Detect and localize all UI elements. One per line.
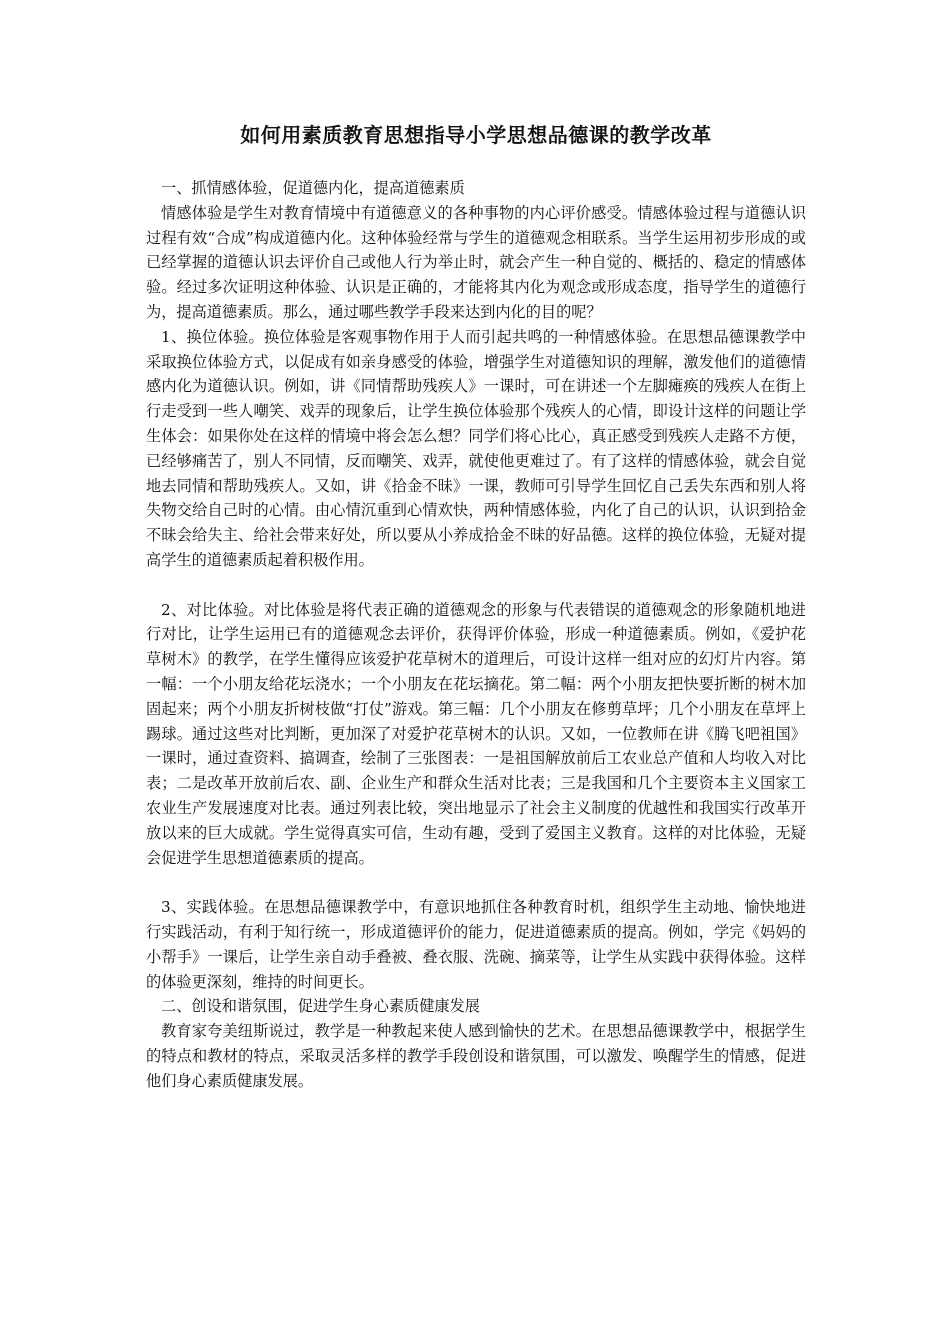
paragraph-spacer <box>146 870 806 895</box>
section-heading-2: 二、创设和谐氛围，促进学生身心素质健康发展 <box>161 997 480 1016</box>
paragraph-spacer <box>146 573 806 598</box>
section-heading-1: 一、抓情感体验，促道德内化，提高道德素质 <box>161 179 465 197</box>
document-title: 如何用素质教育思想指导小学思想品德课的教学改革 <box>240 123 712 147</box>
paragraph-practice: 3、实践体验。在思想品德课教学中，有意识地抓住各种教育时机，组织学生主动地、愉快地进行实践活动，有利于知行统一，形成道德评价的能力，促进道德素质的提高。例如，学完《妈妈的小帮手》一课后，让学生亲自动手叠被、叠衣服、洗碗、摘菜等，让学生从实践中获得体验。这样的体验更深刻，维持的时间更长。 <box>146 898 806 991</box>
paragraph-position-swap: 1、换位体验。换位体验是客观事物作用于人而引起共鸣的一种情感体验。在思想品德课教学中采取换位体验方式，以促成有如亲身感受的体验，增强学生对道德知识的理解，激发他们的道德情感内化为道德认识。例如，讲《同情帮助残疾人》一课时，可在讲述一个左脚瘫痪的残疾人在街上行走受到一些人嘲笑、戏弄的现象后，让学生换位体验那个残疾人的心情，即设计这样的问题让学生体会：如果你处在这样的情境中将会怎么想？同学们将心比心，真正感受到残疾人走路不方便，已经够痛苦了，别人不同情，反而嘲笑、戏弄，就使他更难过了。有了这样的情感体验，就会自觉地去同情和帮助残疾人。又如，讲《拾金不昧》一课，教师可引导学生回忆自己丢失东西和别人将失物交给自己时的心情。由心情沉重到心情欢快，两种情感体验，内化了自己的认识，认识到拾金不昧会给失主、给社会带来好处，所以要从小养成拾金不昧的好品德。这样的换位体验，无疑对提高学生的道德素质起着积极作用。 <box>146 327 806 569</box>
paragraph-contrast: 2、对比体验。对比体验是将代表正确的道德观念的形象与代表错误的道德观念的形象随机地进行对比，让学生运用已有的道德观念去评价，获得评价体验，形成一种道德素质。例如，《爱护花草树木》的教学，在学生懂得应该爱护花草树木的道理后，可设计这样一组对应的幻灯片内容。第一幅：一个小朋友给花坛浇水；一个小朋友在花坛摘花。第二幅：两个小朋友把快要折断的树木加固起来；两个小朋友折树枝做“打仗”游戏。第三幅：几个小朋友在修剪草坪；几个小朋友在草坪上踢球。通过这些对比判断，更加深了对爱护花草树木的认识。又如，一位教师在讲《腾飞吧祖国》一课时，通过查资料、搞调查，绘制了三张图表：一是祖国解放前后工农业总产值和人均收入对比表；二是改革开放前后农、副、企业生产和群众生活对比表；三是我国和几个主要资本主义国家工农业生产发展速度对比表。通过列表比较，突出地显示了社会主义制度的优越性和我国实行改革开放以来的巨大成就。学生觉得真实可信，生动有趣，受到了爱国主义教育。这样的对比体验，无疑会促进学生思想道德素质的提高。 <box>146 600 806 867</box>
paragraph-harmony: 教育家夸美纽斯说过，教学是一种教起来使人感到愉快的艺术。在思想品德课教学中，根据学生的特点和教材的特点，采取灵活多样的教学手段创设和谐氛围，可以激发、唤醒学生的情感，促进他们身心素质健康发展。 <box>146 1022 806 1090</box>
document-body <box>146 176 806 1093</box>
paragraph-intro: 情感体验是学生对教育情境中有道德意义的各种事物的内心评价感受。情感体验过程与道德认识过程有效“合成”构成道德内化。这种体验经常与学生的道德观念相联系。当学生运用初步形成的或已经掌握的道德认识去评价自己或他人行为举止时，就会产生一种自觉的、概括的、稳定的情感体验。经过多次证明这种体验、认识是正确的，才能将其内化为观念或形成态度，指导学生的道德行为，提高道德素质。那么，通过哪些教学手段来达到内化的目的呢？ <box>146 203 806 321</box>
